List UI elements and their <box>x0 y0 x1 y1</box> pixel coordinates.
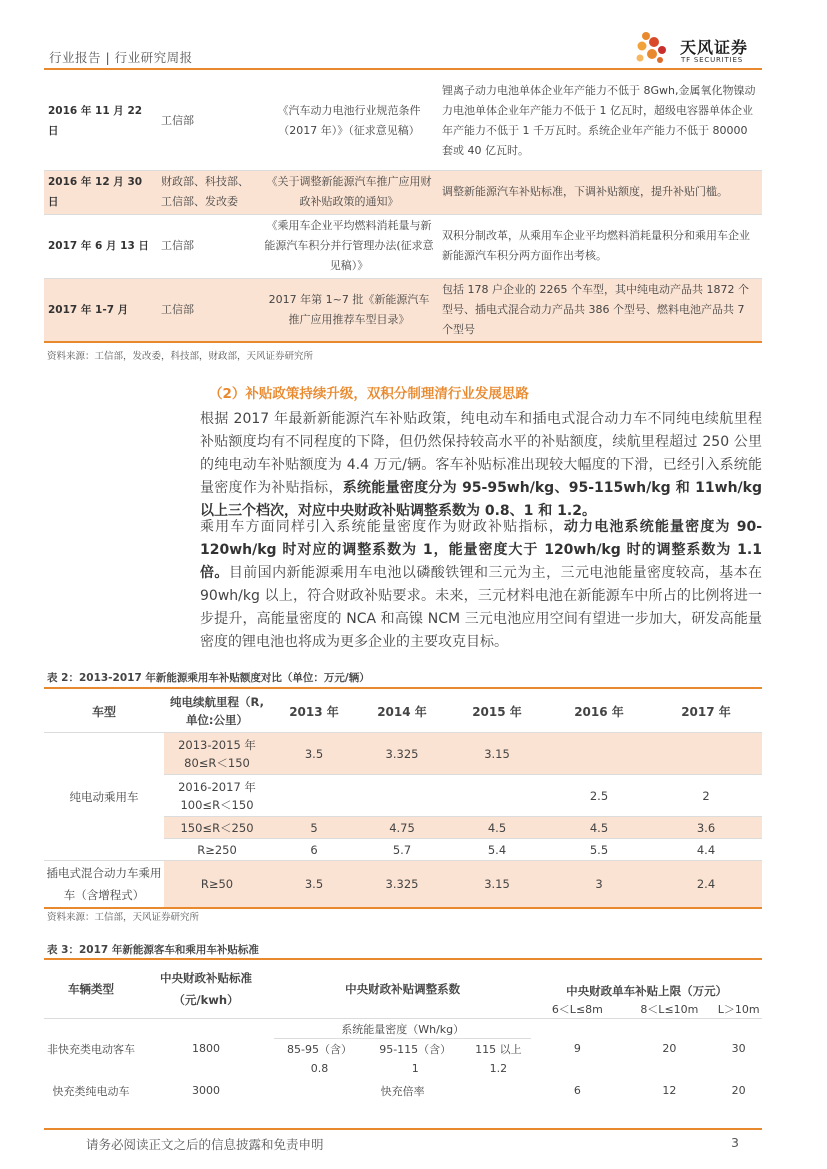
energy-coef: 0.8 <box>310 1062 329 1075</box>
table3-caption: 表 3：2017 年新能源客车和乘用车补贴标准 <box>47 944 259 956</box>
cap-value: 6 <box>573 1084 581 1097</box>
energy-coef: 1.2 <box>489 1062 508 1075</box>
table2-source: 资料来源：工信部，天风证券研究所 <box>47 912 200 923</box>
col-header-2015: 2015 年 <box>446 690 548 733</box>
value-cell: 3.5 <box>270 861 358 909</box>
energy-coef: 1 <box>411 1062 419 1075</box>
policy-content: 锂离子动力电池单体企业年产能力不低于 8Gwh,金属氧化物镍动力电池单体企业年产能力不低于 1 亿瓦时，超级电容器单体企业年产能力不低于 1 千万瓦时。系统企业年产能力不低于 80000 套或 40 亿瓦时。 <box>438 72 762 170</box>
table-row <box>44 214 762 278</box>
header-divider <box>44 68 762 70</box>
value-cell: 5.4 <box>446 839 548 861</box>
charge-rate-label: 快充倍率 <box>380 1084 425 1098</box>
policy-doc: 《关于调整新能源汽车推广应用财政补贴政策的通知》 <box>260 170 438 214</box>
value-cell: 6 <box>270 839 358 861</box>
table-row <box>44 733 762 775</box>
header-report-type: 行业报告 | 行业研究周报 <box>49 50 193 65</box>
footer-divider <box>44 1128 762 1130</box>
cap-col-1: 6＜L≤8m <box>551 1003 603 1016</box>
value-cell: 5 <box>270 817 358 839</box>
cap-value: 12 <box>662 1084 677 1097</box>
policy-doc: 《乘用车企业平均燃料消耗量与新能源汽车积分并行管理办法(征求意见稿）》 <box>260 214 438 278</box>
paragraph-1 <box>200 408 762 523</box>
value-cell: 3.15 <box>446 861 548 909</box>
energy-range: 115 以上 <box>475 1042 522 1056</box>
std-value: 3000 <box>192 1084 220 1097</box>
policy-date: 2017 年 6 月 13 日 <box>44 214 157 278</box>
energy-range: 95-115（含） <box>379 1042 452 1056</box>
range-cell: 2013-2015 年 80≤R＜150 <box>164 733 270 775</box>
col-header-range: 纯电续航里程（R,单位:公里） <box>164 690 270 733</box>
range-cell: 150≤R＜250 <box>164 817 270 839</box>
value-cell: 3.325 <box>358 861 446 909</box>
policy-doc: 《汽车动力电池行业规范条件（2017 年）》（征求意见稿） <box>260 72 438 170</box>
table-row <box>44 1079 762 1103</box>
col-header-coef: 中央财政补贴调整系数 <box>345 982 461 996</box>
value-cell: 4.4 <box>650 839 762 861</box>
std-value: 1800 <box>138 1019 274 1079</box>
policy-doc: 2017 年第 1~7 批《新能源汽车推广应用推荐车型目录》 <box>260 278 438 342</box>
logo-name-en: TF SECURITIES <box>681 56 743 64</box>
cap-value: 9 <box>531 1019 623 1079</box>
vehicle-type: 非快充类电动客车 <box>44 1019 138 1079</box>
policy-date: 2016 年 12 月 30 日 <box>44 170 157 214</box>
cap-value: 20 <box>731 1084 746 1097</box>
value-cell: 5.5 <box>548 839 650 861</box>
table-header-row <box>44 690 762 733</box>
value-cell <box>446 775 548 817</box>
value-cell: 2.5 <box>548 775 650 817</box>
paragraph-2-text: 乘用车方面同样引入系统能量密度作为财政补贴指标， <box>200 519 564 535</box>
group-label: 插电式混合动力车乘用车（含增程式） <box>44 861 164 909</box>
table2-caption: 表 2：2013-2017 年新能源乘用车补贴额度对比（单位：万元/辆） <box>47 672 370 684</box>
paragraph-2 <box>200 516 762 654</box>
col-header-model: 车型 <box>44 690 164 733</box>
value-cell: 3.325 <box>358 733 446 775</box>
logo-name-cn: 天风证券 <box>680 38 749 57</box>
col-header-type: 车辆类型 <box>68 982 114 996</box>
table-row <box>44 278 762 342</box>
value-cell: 4.5 <box>548 817 650 839</box>
value-cell: 2.4 <box>650 861 762 909</box>
policy-content: 包括 178 户企业的 2265 个车型，其中纯电动产品共 1872 个型号、插电式混合动力产品共 386 个型号、燃料电池产品共 7 个型号 <box>438 278 762 342</box>
table2-top-line <box>44 687 762 689</box>
policy-content: 双积分制改革，从乘用车企业平均燃料消耗量积分和乘用车企业新能源汽车积分两方面作出考核。 <box>438 214 762 278</box>
value-cell <box>358 775 446 817</box>
standard-table <box>44 960 762 1103</box>
value-cell <box>270 775 358 817</box>
paragraph-2-rest: 目前国内新能源乘用车电池以磷酸铁锂和三元为主，三元电池能量密度较高，基本在 90wh/kg 以上，符合财政补贴要求。未来，三元材料电池在新能源车中所占的比例将进一步提升，高能量密度的 NCA 和高镍 NCM 三元电池应用空间有望进一步加大，研发高能量密度的锂电池也将成为更多企业的主要攻克目标。 <box>200 565 762 650</box>
cap-col-2: 8＜L≤10m <box>640 1003 699 1016</box>
paragraph-1-bold: 系统能量密度分为 95-95wh/kg、95-115wh/kg 和 11wh/kg 以上三个档次，对应中央财政补贴调整系数为 0.8、1 和 1.2。 <box>200 480 762 519</box>
table-row <box>44 170 762 214</box>
range-cell: R≥250 <box>164 839 270 861</box>
table-row <box>44 1019 762 1039</box>
value-cell: 3 <box>548 861 650 909</box>
energy-range: 85-95（含） <box>287 1042 352 1056</box>
value-cell: 2 <box>650 775 762 817</box>
energy-density-label: 系统能量密度（Wh/kg） <box>274 1019 531 1039</box>
col-header-2017: 2017 年 <box>650 690 762 733</box>
value-cell: 5.7 <box>358 839 446 861</box>
footer-disclaimer: 请务必阅读正文之后的信息披露和免责申明 <box>86 1137 324 1152</box>
paragraph-1-text: 根据 2017 年最新新能源汽车补贴政策，纯电动车和插电式混合动力车不同纯电续航里程补贴额度均有不同程度的下降，但仍然保持较高水平的补贴额度，续航里程超过 250 公里的纯电动车补贴额度为 4.4 万元/辆。客车补贴标准出现较大幅度的下滑，已经引入系统能量密度作为补贴指标， <box>200 411 762 496</box>
group-label: 纯电动乘用车 <box>44 733 164 861</box>
value-cell: 3.6 <box>650 817 762 839</box>
policy-dept: 财政部、科技部、工信部、发改委 <box>157 170 260 214</box>
policy-source: 资料来源：工信部，发改委，科技部，财政部，天风证券研究所 <box>47 351 314 362</box>
value-cell <box>650 733 762 775</box>
col-header-cap: 中央财政单车补贴上限（万元） <box>566 984 728 998</box>
policy-date: 2017 年 1-7 月 <box>44 278 157 342</box>
cap-col-3: L＞10m <box>717 1003 760 1016</box>
policy-dept: 工信部 <box>157 214 260 278</box>
value-cell: 3.15 <box>446 733 548 775</box>
paragraph-2-bold: 动力电池系统能量密度为 90-120wh/kg 时对应的调整系数为 1，能量密度大于 120wh/kg 时的调整系数为 1.1 倍。 <box>200 519 762 581</box>
policy-dept: 工信部 <box>157 278 260 342</box>
policy-dept: 工信部 <box>157 72 260 170</box>
table-row <box>44 72 762 170</box>
table-header-row <box>44 960 762 1000</box>
cap-value: 30 <box>715 1019 762 1079</box>
col-header-2014: 2014 年 <box>358 690 446 733</box>
page-number: 3 <box>731 1135 739 1150</box>
range-cell: R≥50 <box>164 861 270 909</box>
policy-date: 2016 年 11 月 22 日 <box>44 72 157 170</box>
policy-table <box>44 72 762 343</box>
col-header-2013: 2013 年 <box>270 690 358 733</box>
range-cell: 2016-2017 年 100≤R＜150 <box>164 775 270 817</box>
value-cell: 3.5 <box>270 733 358 775</box>
value-cell <box>548 733 650 775</box>
policy-content: 调整新能源汽车补贴标准，下调补贴额度，提升补贴门槛。 <box>438 170 762 214</box>
section-title: （2）补贴政策持续升级，双积分制理清行业发展思路 <box>209 386 529 402</box>
value-cell: 4.5 <box>446 817 548 839</box>
table-row <box>44 861 762 909</box>
col-header-std: 中央财政补贴标准（元/kwh） <box>160 971 252 1007</box>
value-cell: 4.75 <box>358 817 446 839</box>
cap-value: 20 <box>623 1019 715 1079</box>
subsidy-table <box>44 690 762 909</box>
col-header-2016: 2016 年 <box>548 690 650 733</box>
vehicle-type: 快充类纯电动车 <box>52 1084 130 1098</box>
